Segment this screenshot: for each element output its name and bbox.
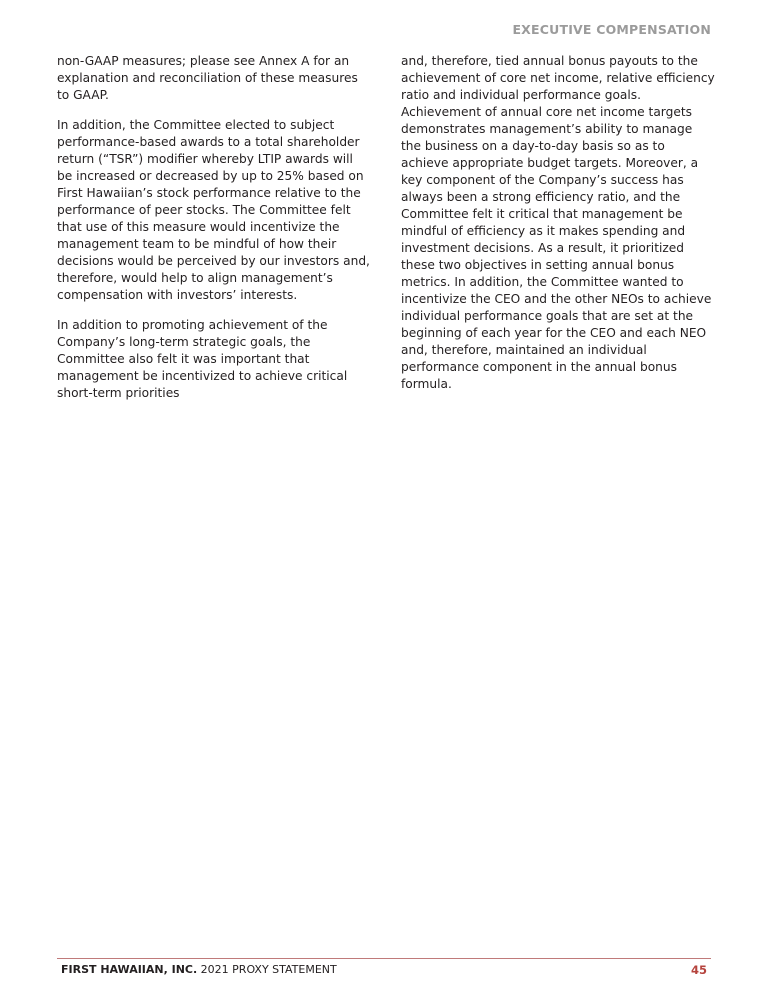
section-header: EXECUTIVE COMPENSATION: [512, 22, 711, 37]
right-column: [401, 53, 715, 406]
footer-document-title: [61, 963, 337, 976]
body-paragraph: and, therefore, tied annual bonus payouts to the achievement of core net income, relative efficiency ratio and individual performance goals. Achievement of annual core net income targets demonstrates management’s ability to manage the business on a day-to-day basis so as to achieve appropriate budget targets. Moreover, a key component of the Company’s success has always been a strong efficiency ratio, and the Committee felt it critical that management be mindful of efficiency as it makes spending and investment decisions. As a result, it prioritized these two objectives in setting annual bonus metrics. In addition, the Committee wanted to incentivize the CEO and the other NEOs to achieve individual performance goals that are set at the beginning of each year for the CEO and each NEO and, therefore, maintained an individual performance component in the annual bonus formula.: [401, 54, 715, 391]
left-column: [57, 53, 371, 415]
body-paragraph: In addition, the Committee elected to subject performance-based awards to a total shareholder return (“TSR”) modifier whereby LTIP awards will be increased or decreased by up to 25% based on First Hawaiian’s stock performance relative to the performance of peer stocks. The Committee felt that use of this measure would incentivize the management team to be mindful of how their decisions would be perceived by our investors and, therefore, would help to align management’s compensation with investors’ interests.: [57, 118, 370, 302]
body-paragraph: non-GAAP measures; please see Annex A for an explanation and reconciliation of these measures to GAAP.: [57, 54, 358, 102]
footer-company-name: FIRST HAWAIIAN, INC.: [61, 963, 198, 976]
footer-divider: [57, 958, 711, 959]
footer-document-name: 2021 PROXY STATEMENT: [197, 963, 337, 976]
body-paragraph: In addition to promoting achievement of the Company’s long-term strategic goals, the Committee also felt it was important that management be incentivized to achieve critical short-term priorities: [57, 318, 348, 400]
page-number: 45: [690, 963, 707, 977]
